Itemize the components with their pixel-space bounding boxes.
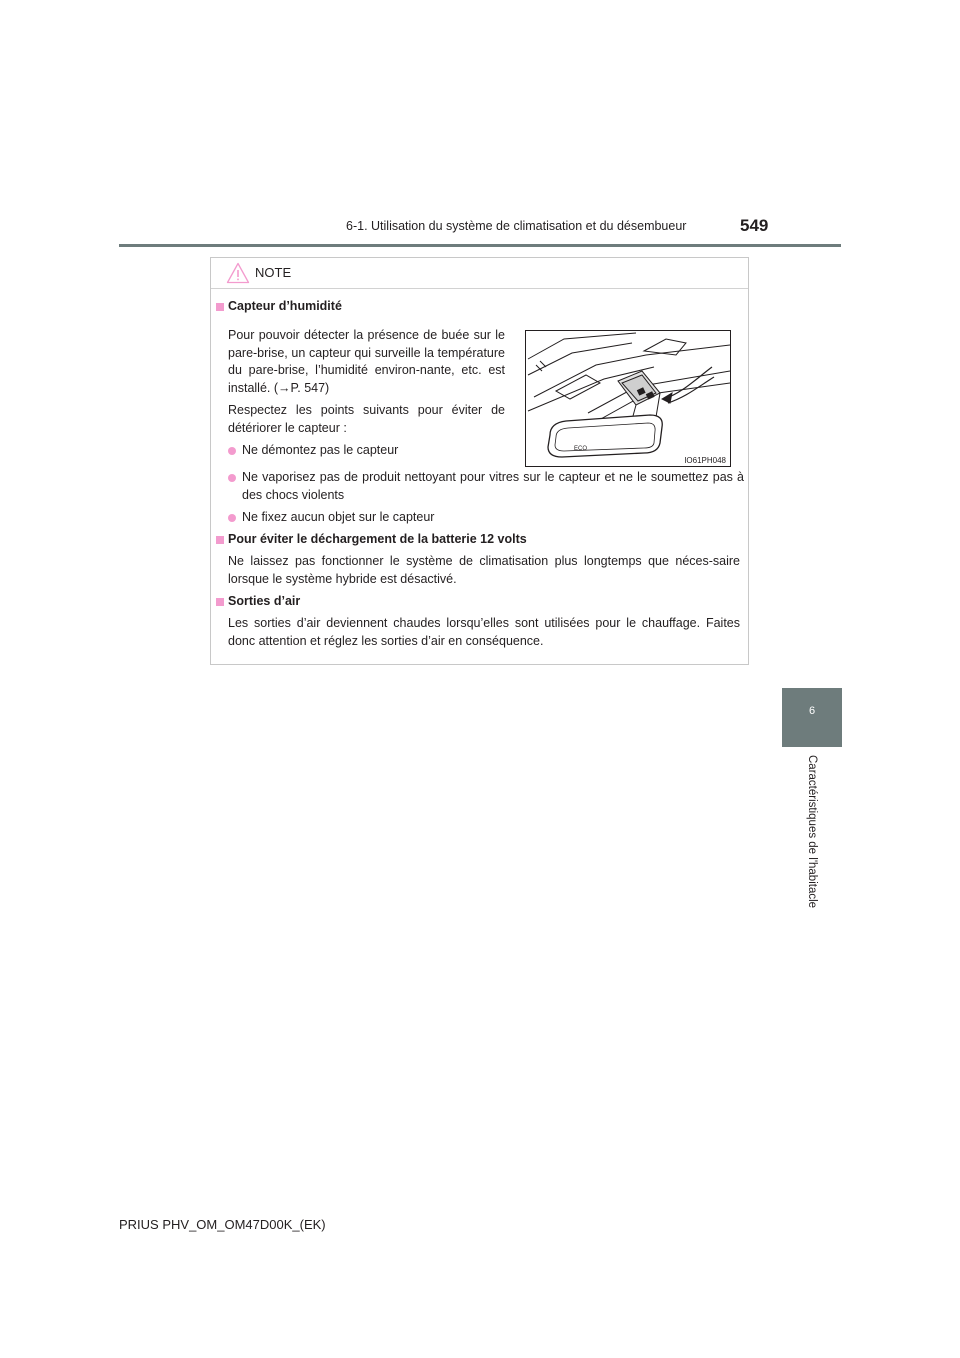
- paragraph: Ne laissez pas fonctionner le système de climatisation plus longtemps que néces-saire lorsque le système hybride est désactivé.: [228, 554, 740, 586]
- section-heading: Pour éviter le déchargement de la batterie 12 volts: [228, 532, 527, 546]
- paragraph: Pour pouvoir détecter la présence de buée sur le pare-brise, un capteur qui surveille la température du pare-brise, l’humidité environ-nante, etc. est installé. (→P. 547): [228, 328, 505, 395]
- note-label: NOTE: [255, 265, 292, 280]
- chapter-tab[interactable]: [782, 688, 842, 747]
- bullet-dot: [228, 447, 236, 455]
- section-marker: [216, 536, 224, 544]
- bullet-text: Ne fixez aucun objet sur le capteur: [242, 510, 435, 524]
- bullet-dot: [228, 514, 236, 522]
- header-rule: [119, 244, 841, 247]
- paragraph: Les sorties d’air deviennent chaudes lorsqu’elles sont utilisées pour le chauffage. Faites donc attention et réglez les sorties d’air en conséquence.: [228, 616, 740, 648]
- section-heading: Sorties d’air: [228, 594, 301, 608]
- chapter-label-text: Caractéristiques de l'habitacle: [806, 755, 818, 909]
- mirror-sensor-drawing: [526, 331, 730, 466]
- document-id: PRIUS PHV_OM_OM47D00K_(EK): [119, 1217, 326, 1232]
- illustration-code: IO61PH048: [684, 456, 726, 465]
- warning-triangle-icon: [226, 262, 250, 284]
- bullet-dot: [228, 474, 236, 482]
- section-title: 6-1. Utilisation du système de climatisation et du désembueur: [346, 219, 687, 233]
- section-marker: [216, 303, 224, 311]
- bullet-text: Ne vaporisez pas de produit nettoyant pour vitres sur le capteur et ne le soumettez pas à des chocs violents: [242, 470, 744, 502]
- chapter-number: 6: [808, 705, 816, 717]
- paragraph: Respectez les points suivants pour éviter de détériorer le capteur :: [228, 403, 505, 435]
- chapter-label: [800, 755, 824, 930]
- sensor-illustration: [525, 330, 731, 467]
- bullet-text: Ne démontez pas le capteur: [242, 443, 399, 457]
- page-number: 549: [740, 216, 769, 235]
- section-marker: [216, 598, 224, 606]
- section-heading: Capteur d’humidité: [228, 299, 342, 313]
- note-header: [211, 258, 748, 289]
- mirror-eco-label: ECO: [574, 446, 588, 452]
